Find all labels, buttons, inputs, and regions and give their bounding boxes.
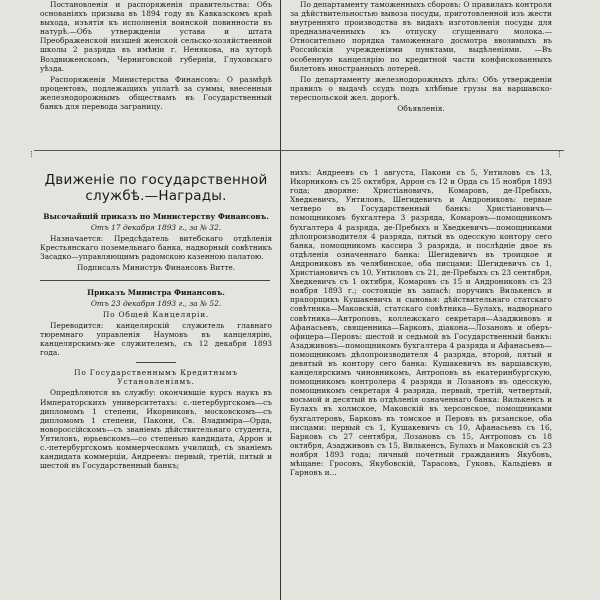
short-rule bbox=[136, 362, 176, 363]
top-right-paragraph-1: По департаменту таможенныхъ сборовъ: О правилахъ контроля за дѣйствительностью вывоза посуды, приготовленной изъ жести внутренняго производства въ видахъ изготовленія посуды для предназначенныхъ къ отпуску сгущеннаго молока.—Относительно порядка таможеннаго досмотра ввозимыхъ въ Российскія учрежденіями пунктами, выдѣленіями. —Въ особенную канцелярію по кредитной части конфискованныхъ билетовъ иностранныхъ лотерей. bbox=[290, 0, 552, 73]
top-left-paragraph-1: Постановленія и распоряженія правительства: Объ основаніяхъ призыва въ 1894 году въ Кавказскомъ краѣ выхода, изъятія къ исполненія воинской повинности въ натурѣ.—Объ утвержденіи устава и штата Преображенской низшей женской сельско-хозяйственной школы 2 разряда въ имѣніи г. Ненякова, на хуторѣ Воздвиженскомъ, Черниговской губерніи, Глуховскаго уѣзда. bbox=[40, 0, 272, 73]
order3-subheading: По Государственнымъ Кредитнымъ Установленіямъ. bbox=[74, 368, 238, 387]
fold-mark-left: ⁝ bbox=[30, 150, 33, 160]
top-left-paragraph-2: Распоряженія Министерства Финансовъ: О размѣрѣ процентовъ, подлежащихъ уплатѣ за суммы, внесенныя железнодорожнымъ обществамъ въ Государственный банкъ для перевода заграницу. bbox=[40, 74, 272, 112]
column-divider bbox=[280, 0, 281, 600]
announcements-label: Объявленія. bbox=[397, 104, 445, 114]
order2-subheading: По Общей Канцеляріи. bbox=[102, 309, 210, 319]
order-separator bbox=[40, 280, 270, 281]
top-left-block bbox=[40, 0, 272, 113]
top-right-paragraph-2: По департаменту железнодорожныхъ дѣлъ: Объ утвержденіи правилъ о выдачѣ ссудъ подъ хлѣбные грузы на варшавско-тереспольской жел. дорогѣ. bbox=[290, 74, 552, 102]
order2-title: Приказъ Министра Финансовъ. bbox=[87, 287, 225, 297]
main-right-column bbox=[290, 168, 552, 479]
right-column-text: нихъ: Андреевъ съ 1 августа, Пакони съ 5, Унтиловъ съ 13, Икорниковъ съ 25 октября, Аррон съ 12 и Орда съ 15 ноября 1893 года; дворяне: Христіановичъ, Комаровъ, де-Пребыхъ, Хведкевичъ, Унтиловъ, Шегидевичъ и Андрониковъ: первые четверо въ Государственный банкъ: Христіановичъ—помощникомъ бухгалтера 3 разряда, Комаровъ—помощникомъ бухгалтера 4 разряда, де-Пребыхъ и Хведкевичъ—помощниками дѣлопроизводителя 4 разряда, пятый въ одесскую контору сего банка, помощникомъ кассира 3 разряда, и послѣдніе двое въ отдѣленія означеннаго банка: Шегидевичъ въ троицкое и Андрониковъ въ челябинское, оба писцами: Шегидевичъ съ 1, Христіановичъ съ 10, Унтиловъ съ 21, де-Пребыхъ съ 23 сентября, Хведкевичъ съ 1 октября, Комаровъ съ 15 и Андрониковъ съ 23 ноября 1893 г.; состоящіе въ запасѣ: поручикъ Вилькенсъ и прапорщикъ Кушакевичъ и сыновья: дѣйствительнаго статскаго совѣтника—Маковскій, статскаго совѣтника—Булахъ, надворнаго совѣтника—Антроповъ, коллежскаго секретаря—Азадживовъ и Афанасьевъ, священника—Барковъ, діакона—Лозановъ и оберъ-офицера—Перовъ: шестой и седьмой въ Государственный банкъ: Азадживовъ—помощникомъ бухгалтера 4 разряда и Афанасьевъ—помощникомъ дѣлопроизводителя 4 разряда, второй, пятый и девятый въ контору сего банка: Кушакевичъ въ варшавскую, канцелярскимъ чиновникомъ, Антроповъ въ екатеринбургскую, помощникомъ контролера 4 разряда и Лозановъ въ одесскую, помощникомъ секретаря 4 разряда, первый, третій, четвертый, восьмой и десятый въ отдѣленія означеннаго банка: Вилькенсъ и Булахъ въ холмское, Маковскій въ херсонское, помощниками бухгалтеровъ, Барковъ въ томское и Перовъ въ рязанское, оба писцами: первый съ 1, Кушакевичъ съ 10, Афанасьевъ съ 16, Барковъ съ 27 сентября, Лозановъ съ 15, Антроповъ съ 18 октября, Азадживовъ съ 15, Вилькенсъ, Булахъ и Маковскій съ 23 ноября 1893 года; личный почетный гражданинъ Якубовъ, мѣщане: Гросовъ, Якубовскій, Тарасовъ, Гуковъ, Кальдіевъ и Гарновъ и... bbox=[290, 168, 552, 478]
main-heading: Движеніе по государственной службѣ.—Награды. bbox=[44, 172, 268, 204]
order1-date: Отъ 17 декабря 1893 г., за № 32. bbox=[90, 223, 222, 233]
section-divider bbox=[34, 150, 564, 151]
order1-title: Высочайшій приказъ по Министерству Финансовъ. bbox=[43, 212, 269, 221]
order2-text: Переводится: канцелярскій служитель главнаго тюремнаго управленія Наумовъ въ канцелярію, канцелярскимъ-же служителемъ, съ 12 декабря 1893 года. bbox=[40, 320, 272, 358]
main-left-column bbox=[40, 168, 272, 472]
order1-text: Назначается: Предсѣдатель витебскаго отдѣленія Крестьянскаго поземельнаго банка, надворный совѣтникъ Засадко—управляющимъ радомскою казенною палатою. bbox=[40, 234, 272, 262]
order3-text: Опредѣляются въ службу: окончившіе курсъ наукъ въ Императорскихъ университетахъ: с.-петербургскомъ—съ дипломомъ 1 степени, Икорниковъ, московскомъ—съ дипломомъ 1 степени, Пакони, Св. Владиміра—Орда, новороссійскомъ—съ званіемъ дѣйствительнаго студента, Унтиловъ, юрьевскомъ—со степенью кандидата, Аррон и с.-петербургскомъ коммерческомъ училищѣ, съ званіемъ кандидата коммерціи, Андреевъ: первый, третій, пятый и шестой въ Государственный банкъ; bbox=[40, 388, 272, 471]
top-right-block bbox=[290, 0, 552, 115]
order1-signature: Подписалъ Министръ Финансовъ Витте. bbox=[76, 263, 236, 273]
order2-date: Отъ 23 декабря 1893 г., за № 52. bbox=[90, 298, 222, 308]
fold-mark-right: ⁝ bbox=[558, 150, 561, 160]
